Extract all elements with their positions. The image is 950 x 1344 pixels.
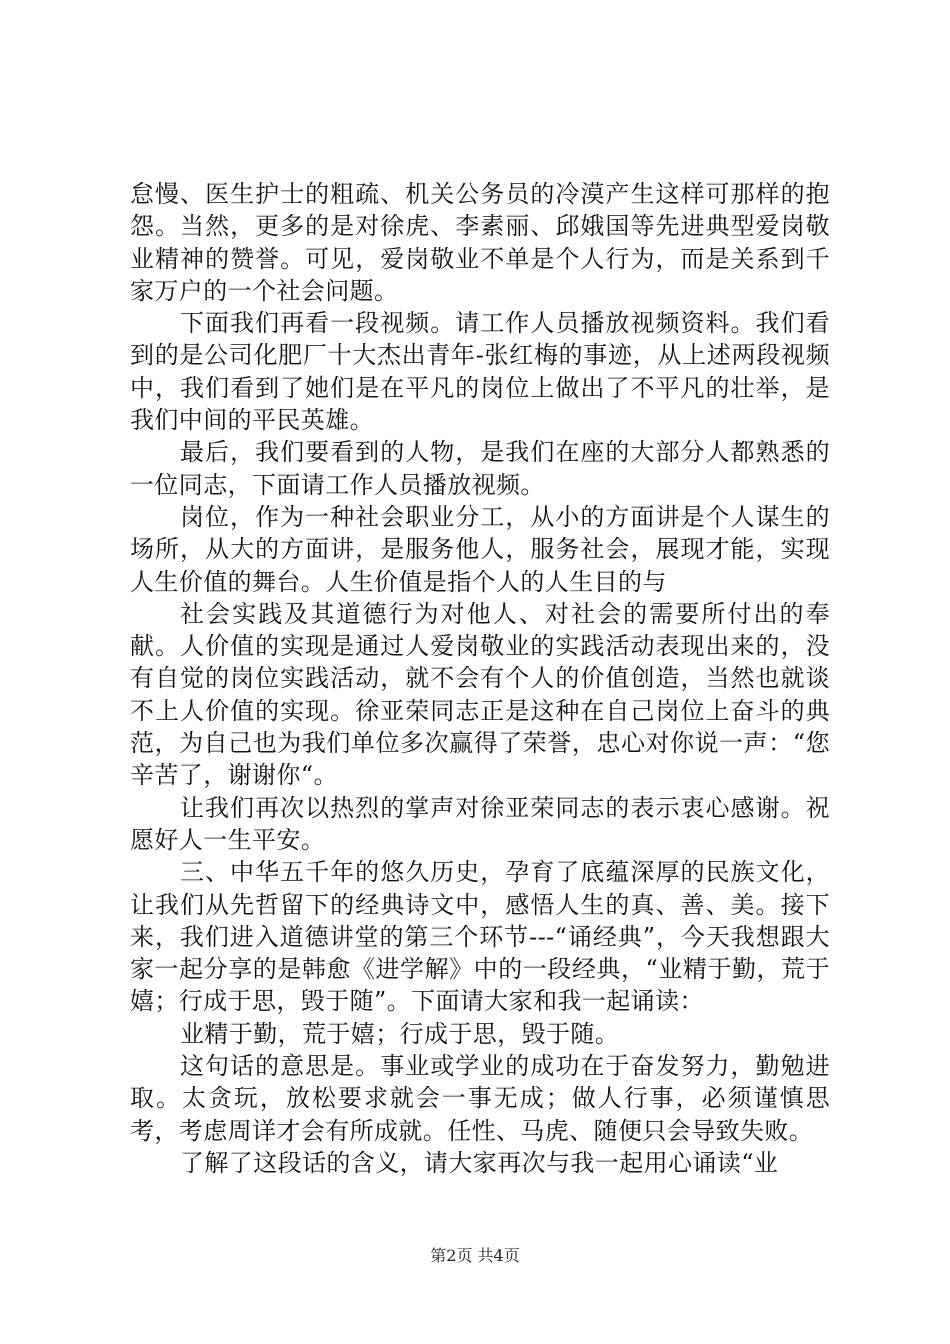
document-body bbox=[130, 178, 830, 1179]
page-number-label: 第2页 共4页 bbox=[430, 1246, 520, 1265]
page-footer bbox=[0, 1243, 950, 1266]
paragraph-6: 让我们再次以热烈的掌声对徐亚荣同志的表示衷心感谢。祝愿好人一生平安。 bbox=[130, 793, 830, 854]
paragraph-1: 怠慢、医生护士的粗疏、机关公务员的冷漠产生这样可那样的抱怨。当然，更多的是对徐虎、李素丽、邱娥国等先进典型爱岗敬业精神的赞誉。可见，爱岗敬业不单是个人行为，而是关系到千家万户的一个社会问题。 bbox=[130, 180, 830, 305]
paragraph-7: 三、中华五千年的悠久历史，孕育了底蕴深厚的民族文化，让我们从先哲留下的经典诗文中，感悟人生的真、善、美。接下来，我们进入道德讲堂的第三个环节---“诵经典”，今天我想跟大家一起分享的是韩愈《进学解》中的一段经典，“业精于勤，荒于嬉；行成于思，毁于随”。下面请大家和我一起诵读： bbox=[130, 858, 830, 1016]
paragraph-2: 下面我们再看一段视频。请工作人员播放视频资料。我们看到的是公司化肥厂十大杰出青年-张红梅的事迹，从上述两段视频中，我们看到了她们是在平凡的岗位上做出了不平凡的壮举，是我们中间的平民英雄。 bbox=[130, 309, 830, 435]
paragraph-4: 岗位，作为一种社会职业分工，从小的方面讲是个人谋生的场所，从大的方面讲，是服务他人，服务社会，展现才能，实现人生价值的舞台。人生价值是指个人的人生目的与 bbox=[130, 502, 830, 596]
paragraph-8: 业精于勤，荒于嬉；行成于思，毁于随。 bbox=[180, 1019, 620, 1048]
paragraph-9: 这句话的意思是。事业或学业的成功在于奋发努力，勤勉进取。太贪玩，放松要求就会一事无成；做人行事，必须谨慎思考，考虑周详才会有所成就。任性、马虎、随便只会导致失败。 bbox=[130, 1052, 830, 1145]
paragraph-3: 最后，我们要看到的人物，是我们在座的大部分人都熟悉的一位同志，下面请工作人员播放视频。 bbox=[130, 438, 830, 499]
paragraph-5: 社会实践及其道德行为对他人、对社会的需要所付出的奉献。人价值的实现是通过人爱岗敬业的实践活动表现出来的，没有自觉的岗位实践活动，就不会有个人的价值创造，当然也就谈不上人价值的实现。徐亚荣同志正是这种在自己岗位上奋斗的典范，为自己也为我们单位多次赢得了荣誉，忠心对你说一声：“您辛苦了，谢谢你“。 bbox=[130, 599, 830, 790]
paragraph-10: 了解了这段话的含义，请大家再次与我一起用心诵读“业 bbox=[180, 1148, 779, 1177]
